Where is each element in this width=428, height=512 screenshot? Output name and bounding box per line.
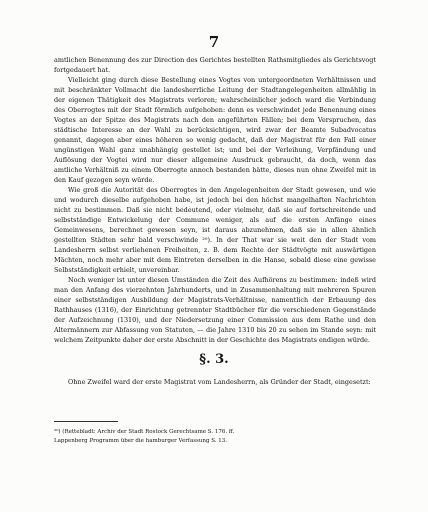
paragraph: Noch weniger ist unter diesen Umständen die Zeit des Aufhörens zu bestimmen: indeß wird man den Anfang des vierzehnten Jahrhunderts, und in Zusammenhaltung mit mehreren Spuren einer selbstständigen Ausbildung der Magistrats-Verhältnisse, namentlich der Erbauung des Rathhauses (1316), der Einrichtung getrennter Stadtbücher für die verschiedenen Gegenstände der Aufzeichnung (1310), und der Niedersetzung einer Commission aus dem Rathe und den Altermännern zur Abfassung von Statuten, — die Jahre 1310 bis 20 zu sehen im Stande seyn: mit welchem Zeitpunkte daher der erste Abschnitt in der Geschichte des Magistrats endigen würde. [54,276,376,344]
body-text [54,55,376,345]
paragraph: Ohne Zweifel ward der erste Magistrat vom Landesherrn, als Gründer der Stadt, eingesetzt: [68,378,371,386]
section-heading: §. 3. [199,352,229,367]
footnotes [54,428,376,445]
paragraph-continuation: amtlichen Benennung des zur Direction des Gerichtes bestellten Rathsmitgliedes als Gerichtsvogt fortgedauert hat. [54,56,376,74]
footnote-divider [54,421,118,422]
page-number: 7 [208,33,220,51]
footnote-continuation: Lappenberg Programm über die hamburger Verfassung S. 13. [54,437,228,444]
paragraph: Wie groß die Autorität des Oberrogtes in den Angelegenheiten der Stadt gewesen, und wie und wodurch dieselbe aufgehoben habe, ist jedoch bei den höchst mangelhaften Nachrichten nicht zu bestimmen. Daß sie nicht bedeutend, oder vielmehr, daß sie auf fortschreitende und selbstständige Entwickelung der Commune weniger, als auf die ersten Anfänge eines Gemeinwesens, berechnet gewesen seyn, ist daraus abzunehmen, daß sie in allen ähnlich gestellten Städten sehr bald verschwinde ²⁰). In der That war sie weit den der Stadt vom Landesherrn selbst verliehenen Freiheiten, z. B. dem Rechte der Städtvögte mit auswärtigen Mächten, noch mehr aber mit dem Eintreten derselben in die Hanse, sobald diese eine gewisse Selbstständigkeit erhielt, unvereinbar. [54,186,376,274]
footnote: ²⁰) (Rettebladt: Archiv der Stadt Rostock Gerechtsame S. 176. ff. [54,429,235,435]
paragraph: Vielleicht ging durch diese Bestellung eines Vogtes von untergeordneten Verhältnissen und mit beschränkter Vollmacht die landesherrliche Leitung der Stadtangelegenheiten allmählig in der eigenen Thätigkeit des Magistrats verloren; wahrscheinlicher jedoch ward die Verbindung des Oberrogtes mit der Stadt förmlich aufgehoben: denn es verschwindet jede Benennung eines Vogtes an der Spitze des Magistrats nach den angeführten Fällen; bei dem Verspruchen, das städtische Interesse an der Wahl zu berücksichtigen, wird zwar der Beamte Subadvocatus genannt, dagegen aber eines höheren so wenig gedacht, daß der Magistrat für den Fall einer ungünstigen Wahl ganz unabhängig gestellet ist; und bei der Verleihung, Verpfändung und Auflösung der Vogtei wird nur dieser allgemeine Ausdruck gebraucht, da doch, wenn das amtliche Verhältniß zu einem Oberrogte annoch bestanden hätte, dieses nun ohne Zweifel mit in den Kauf gezogen seyn würde. [54,76,376,184]
section-text [54,377,376,387]
